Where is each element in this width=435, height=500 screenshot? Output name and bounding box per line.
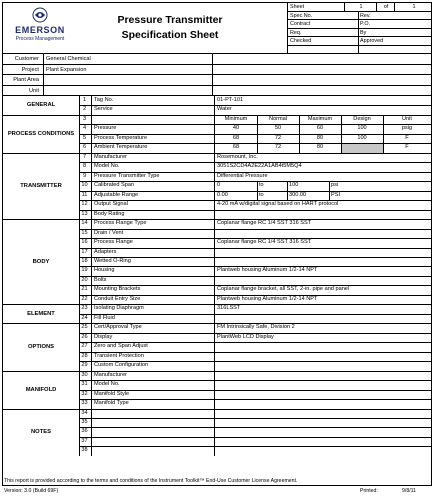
- section-label: ELEMENT: [27, 310, 55, 317]
- row-label: Manifold Type: [94, 400, 129, 407]
- unit-row[interactable]: [3, 86, 431, 97]
- row-label: Drain / Vent: [94, 229, 124, 236]
- grid-cell: Minimum: [224, 115, 248, 122]
- row-value[interactable]: 3051S2CD4A2E22A1AB4t5M5Q4: [217, 163, 302, 170]
- span-column-line: [329, 191, 330, 200]
- row-divider: [79, 257, 431, 258]
- span-cell[interactable]: 300.00: [289, 191, 307, 198]
- row-number: 32: [81, 390, 88, 397]
- span-cell[interactable]: PSI: [331, 191, 341, 198]
- unit-value[interactable]: [43, 86, 213, 97]
- span-column-line: [329, 181, 330, 190]
- row-divider: [79, 390, 431, 391]
- row-number: 19: [81, 267, 88, 274]
- plant-area-value[interactable]: [43, 75, 213, 86]
- row-number: 15: [81, 229, 88, 236]
- row-label: Process Flange Type: [94, 220, 147, 227]
- row-label: Custom Configuration: [94, 362, 149, 369]
- grid-cell: Normal: [268, 115, 288, 122]
- row-number: 3: [82, 115, 87, 122]
- project-label: Project: [21, 66, 39, 73]
- row-label: Pressure Transmitter Type: [94, 172, 160, 179]
- sheet-number[interactable]: 1: [359, 4, 363, 10]
- row-value[interactable]: Plantweb housing Aluminum 1/2-14 NPT: [217, 295, 318, 302]
- row-number: 18: [81, 257, 88, 264]
- row-number: 33: [81, 400, 88, 407]
- spec-no-label: Spec No.: [290, 12, 313, 19]
- section-label: PROCESS CONDITIONS: [7, 130, 75, 137]
- row-number: 36: [81, 428, 88, 435]
- span-column-line: [257, 191, 258, 200]
- grid-cell[interactable]: F: [405, 134, 409, 141]
- span-column-line: [257, 181, 258, 190]
- row-number: 17: [81, 248, 88, 255]
- row-divider: [79, 333, 431, 334]
- label-column-line: [91, 96, 92, 456]
- row-number: 26: [81, 333, 88, 340]
- row-number: 12: [81, 201, 88, 208]
- section-label: BODY: [32, 258, 50, 265]
- section-label: MANIFOLD: [25, 386, 57, 393]
- row-label: Process Flange: [94, 239, 133, 246]
- row-number: 37: [81, 437, 88, 444]
- row-value[interactable]: PlantWeb LCD Display: [217, 333, 274, 340]
- row-number: 38: [81, 447, 88, 454]
- span-cell[interactable]: 0.00: [217, 191, 228, 198]
- number-column-line: [79, 96, 80, 456]
- row-label: Output Signal: [94, 201, 128, 208]
- row-number: 14: [81, 220, 88, 227]
- grid-cell[interactable]: 72: [274, 144, 282, 151]
- approved-label: Approved: [360, 38, 384, 44]
- row-divider: [79, 342, 431, 343]
- row-label: Bolts: [94, 276, 107, 283]
- row-divider: [79, 248, 431, 249]
- brand-name: EMERSON: [15, 25, 65, 35]
- req-row[interactable]: [288, 29, 432, 38]
- sheet-number-row: [288, 3, 432, 12]
- row-label: Adjustable Range: [94, 191, 139, 198]
- header-divider: [358, 12, 359, 54]
- row-label: Mounting Brackets: [94, 286, 141, 293]
- row-divider: [79, 352, 431, 353]
- row-number: 2: [82, 106, 87, 113]
- customer-block: [3, 54, 431, 96]
- grid-cell[interactable]: 68: [232, 144, 240, 151]
- grid-cell: Unit: [402, 115, 412, 122]
- row-label: Transient Protection: [94, 352, 144, 359]
- row-value[interactable]: Differential Pressure: [217, 172, 268, 179]
- row-value[interactable]: 4-20 mA w/digital signal based on HART protocol: [217, 201, 339, 208]
- row-label: Service: [94, 106, 113, 113]
- row-number: 6: [82, 144, 87, 151]
- row-number: 10: [81, 182, 88, 189]
- row-label: Pressure: [94, 125, 117, 132]
- row-divider: [79, 427, 431, 428]
- row-number: 34: [81, 409, 88, 416]
- row-divider: [79, 285, 431, 286]
- row-divider: [79, 162, 431, 163]
- row-number: 20: [81, 276, 88, 283]
- sheet-header: [3, 3, 431, 54]
- row-value[interactable]: Coplanar flange RC 1/4 SST 316 SST: [217, 239, 312, 246]
- row-label: Wetted O-Ring: [94, 257, 131, 264]
- req-label: Req.: [290, 29, 302, 36]
- customer-value[interactable]: General Chemical: [43, 54, 213, 65]
- section-label: TRANSMITTER: [20, 182, 62, 189]
- row-label: Body Rating: [94, 210, 125, 217]
- row-value[interactable]: FM Intrinsically Safe, Division 2: [217, 324, 295, 331]
- checked-label: Checked: [290, 38, 312, 44]
- row-value[interactable]: Coplanar flange RC 1/4 SST 316 SST: [217, 220, 312, 227]
- sheet-total[interactable]: 1: [412, 4, 416, 10]
- section-divider: [3, 153, 431, 154]
- section-label: NOTES: [31, 429, 51, 436]
- row-value[interactable]: 316LSST: [217, 305, 241, 312]
- row-label: Manufacturer: [94, 371, 127, 378]
- row-number: 21: [81, 286, 88, 293]
- version-text: Version: 3.0 (Build 69F): [4, 488, 59, 494]
- row-label: Housing: [94, 267, 115, 274]
- emerson-logo-icon: [32, 7, 48, 23]
- row-divider: [79, 361, 431, 362]
- customer-row[interactable]: [3, 54, 431, 65]
- section-divider: [3, 371, 431, 372]
- grid-cell[interactable]: 100: [357, 134, 367, 141]
- row-number: 8: [82, 163, 87, 170]
- row-number: 5: [82, 134, 87, 141]
- section-label: OPTIONS: [27, 343, 55, 350]
- title-line-1: Pressure Transmitter: [117, 14, 223, 26]
- unit-label: Unit: [29, 87, 39, 94]
- contract-label: Contract: [290, 21, 311, 27]
- row-label: Manifold Style: [94, 390, 130, 397]
- row-divider: [79, 181, 431, 182]
- row-number: 30: [81, 371, 88, 378]
- grid-cell[interactable]: 60: [316, 125, 324, 132]
- row-divider: [79, 105, 431, 106]
- grid-cell[interactable]: 100: [357, 125, 367, 132]
- row-value[interactable]: Plantweb housing Aluminum 1/2-14 NPT: [217, 267, 318, 274]
- grid-cell: Maximum: [307, 115, 333, 122]
- customer-label: Customer: [14, 56, 39, 62]
- row-number: 35: [81, 418, 88, 425]
- checked-row[interactable]: [288, 37, 432, 46]
- row-number: 22: [81, 295, 88, 302]
- row-divider: [79, 191, 431, 192]
- grid-cell[interactable]: 72: [274, 134, 282, 141]
- title-line-2: Specification Sheet: [121, 29, 219, 41]
- section-divider: [3, 323, 431, 324]
- row-value[interactable]: 01-PT-101: [217, 97, 244, 103]
- span-column-line: [287, 181, 288, 190]
- row-divider: [79, 210, 431, 211]
- row-label: Model No.: [94, 163, 120, 170]
- row-label: Display: [94, 333, 113, 340]
- emerson-logo: [7, 7, 73, 47]
- row-divider: [79, 437, 431, 438]
- row-label: Calibrated Span: [94, 182, 135, 189]
- row-divider: [79, 266, 431, 267]
- row-label: Cert/Approval Type: [94, 324, 142, 331]
- header-fields: [287, 3, 431, 54]
- row-number: 27: [81, 343, 88, 350]
- row-label: Isolating Diaphragm: [94, 305, 144, 312]
- row-label: Tag No.: [94, 97, 114, 103]
- of-label: of: [383, 4, 389, 10]
- row-divider: [79, 446, 431, 447]
- row-divider: [79, 229, 431, 230]
- row-label: Manufacturer: [94, 153, 127, 160]
- plant-area-label: Plant Area: [13, 77, 39, 83]
- row-number: 11: [81, 191, 88, 198]
- row-number: 24: [81, 314, 88, 321]
- brand-subtitle: Process Management: [15, 36, 65, 42]
- po-label: P.O.: [360, 21, 371, 27]
- row-value[interactable]: Rosemount, Inc.: [217, 153, 258, 160]
- row-number: 7: [82, 153, 87, 160]
- grid-cell: Design: [353, 115, 371, 122]
- printed-date: 9/8/11: [402, 488, 417, 494]
- spec-sheet: [2, 2, 432, 486]
- grid-cell[interactable]: 40: [232, 125, 240, 132]
- row-number: 9: [82, 172, 87, 179]
- document-title: [85, 13, 255, 43]
- row-number: 31: [81, 381, 88, 388]
- plant-area-row[interactable]: [3, 75, 431, 86]
- spec-no-row[interactable]: [288, 12, 432, 21]
- row-number: 25: [81, 324, 88, 331]
- rev-label: Rev.: [360, 12, 371, 19]
- row-divider: [79, 314, 431, 315]
- span-cell[interactable]: 100: [289, 182, 299, 189]
- section-divider: [3, 219, 431, 220]
- row-label: Process Temperature: [94, 134, 148, 141]
- row-label: Model No.: [94, 381, 120, 388]
- row-value[interactable]: Coplanar flange bracket, all SST, 2-in. pipe and panel: [217, 286, 350, 293]
- section-label: GENERAL: [26, 102, 56, 109]
- span-cell[interactable]: psi: [331, 182, 339, 189]
- row-number: 4: [82, 125, 87, 132]
- span-cell[interactable]: to: [259, 191, 264, 198]
- row-label: Zero and Span Adjust: [94, 343, 148, 350]
- span-cell[interactable]: 0: [217, 182, 221, 189]
- printed-label: Printed:: [360, 488, 378, 494]
- row-divider: [79, 418, 431, 419]
- row-number: 1: [82, 97, 87, 103]
- span-cell[interactable]: to: [259, 182, 264, 189]
- project-value[interactable]: Plant Expansion: [43, 65, 213, 76]
- project-row[interactable]: [3, 65, 431, 76]
- row-number: 13: [81, 210, 88, 217]
- row-value[interactable]: Water: [217, 106, 232, 113]
- row-label: Conduit Entry Size: [94, 295, 141, 302]
- row-divider: [79, 399, 431, 400]
- row-label: Fill Fluid: [94, 314, 115, 321]
- row-divider: [79, 200, 431, 201]
- grid-cell[interactable]: 80: [316, 134, 324, 141]
- row-divider: [79, 238, 431, 239]
- row-divider: [79, 295, 431, 296]
- span-column-line: [287, 191, 288, 200]
- row-divider: [79, 276, 431, 277]
- contract-row[interactable]: [288, 20, 432, 29]
- sheet-label: Sheet: [290, 4, 305, 10]
- row-number: 23: [81, 305, 88, 312]
- section-divider: [3, 409, 431, 410]
- grid-cell[interactable]: 68: [232, 134, 240, 141]
- section-divider: [3, 304, 431, 305]
- by-label: By: [360, 29, 367, 36]
- row-number: 16: [81, 239, 88, 246]
- row-divider: [79, 172, 431, 173]
- grid-cell[interactable]: 50: [274, 125, 282, 132]
- grid-cell[interactable]: F: [405, 144, 409, 151]
- row-label: Adapters: [94, 248, 117, 255]
- row-label: Ambient Temperature: [94, 144, 148, 151]
- row-divider: [79, 380, 431, 381]
- row-number: 29: [81, 362, 88, 369]
- row-number: 28: [81, 352, 88, 359]
- shaded-cell: [342, 144, 383, 152]
- grid-cell[interactable]: psig: [401, 125, 413, 132]
- license-notice: This report is provided according to the terms and conditions of the Instrument Toolkit™ End-Use Customer License Agreement.: [4, 478, 298, 484]
- grid-cell[interactable]: 80: [316, 144, 324, 151]
